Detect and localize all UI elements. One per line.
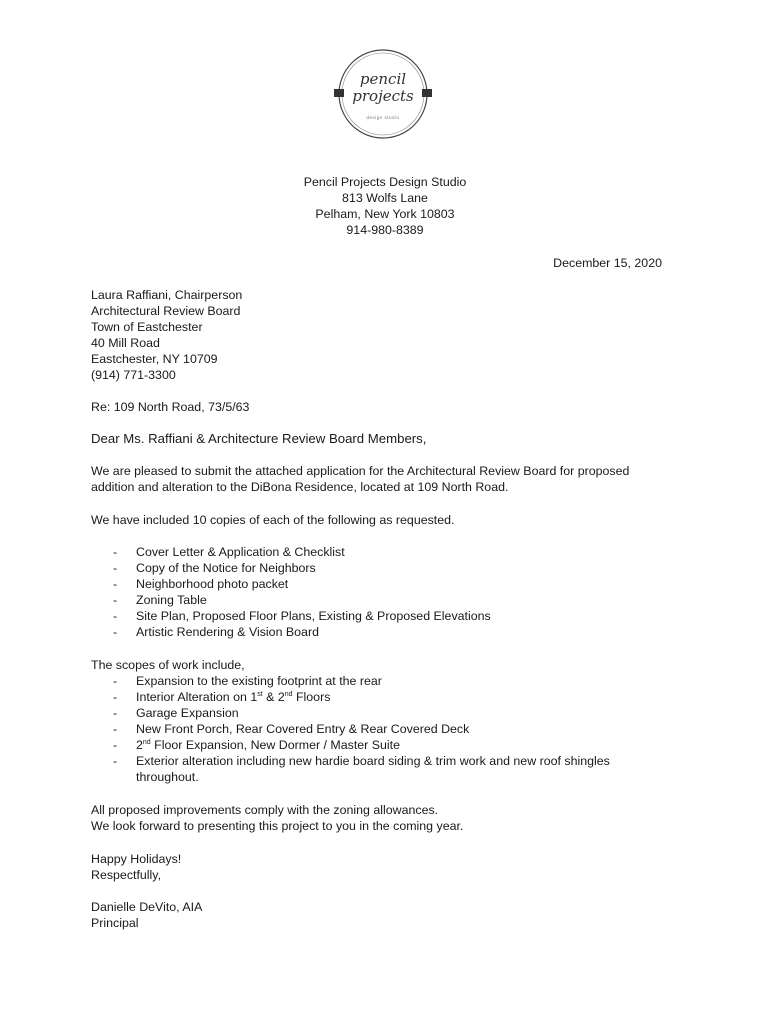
dash-bullet: - — [113, 674, 118, 688]
letterhead — [0, 174, 770, 238]
closing-statements — [91, 802, 681, 834]
recipient-street: 40 Mill Road — [91, 336, 160, 350]
holidays-line: Happy Holidays! — [91, 852, 182, 866]
company-street: 813 Wolfs Lane — [342, 191, 428, 205]
pencil-projects-logo — [331, 42, 435, 146]
list-item-text: Artistic Rendering & Vision Board — [136, 625, 319, 639]
list-item — [91, 721, 681, 737]
recipient-phone: (914) 771-3300 — [91, 368, 176, 382]
included-intro: We have included 10 copies of each of the following as requested. — [91, 513, 455, 527]
included-list — [91, 544, 681, 640]
re-line: Re: 109 North Road, 73/5/63 — [91, 400, 250, 414]
list-item — [91, 753, 681, 785]
list-item — [91, 608, 681, 624]
list-item-text: New Front Porch, Rear Covered Entry & Rear Covered Deck — [136, 722, 470, 736]
recipient-name: Laura Raffiani, Chairperson — [91, 288, 243, 302]
list-item-text: Zoning Table — [136, 593, 207, 607]
dash-bullet: - — [113, 690, 118, 704]
dash-bullet: - — [113, 706, 118, 720]
list-item-text: 2nd Floor Expansion, New Dormer / Master Suite — [136, 738, 400, 752]
company-city: Pelham, New York 10803 — [315, 207, 455, 221]
list-item-text: Expansion to the existing footprint at the rear — [136, 674, 382, 688]
list-item-text: Copy of the Notice for Neighbors — [136, 561, 316, 575]
list-item-text: Garage Expansion — [136, 706, 239, 720]
dash-bullet: - — [113, 561, 118, 575]
intro-paragraph — [91, 463, 681, 495]
intro-line: We are pleased to submit the attached application for the Architectural Review Board for proposed — [91, 464, 630, 478]
intro-line: addition and alteration to the DiBona Residence, located at 109 North Road. — [91, 480, 509, 494]
dash-bullet: - — [113, 593, 118, 607]
logo-tagline: design studio — [366, 115, 400, 120]
company-name: Pencil Projects Design Studio — [303, 175, 467, 189]
list-item — [91, 737, 681, 753]
list-item — [91, 560, 681, 576]
list-item-text: Site Plan, Proposed Floor Plans, Existing & Proposed Elevations — [136, 609, 491, 623]
list-item-text: Interior Alteration on 1st & 2nd Floors — [136, 690, 331, 704]
scopes-section — [91, 657, 681, 785]
list-item — [91, 576, 681, 592]
list-item — [91, 624, 681, 640]
respectfully-line: Respectfully, — [91, 868, 162, 882]
dash-bullet: - — [113, 738, 118, 752]
dash-bullet: - — [113, 625, 118, 639]
dash-bullet: - — [113, 609, 118, 623]
compliance-line: All proposed improvements comply with the zoning allowances. — [91, 803, 439, 817]
logo-word-pencil: pencil — [359, 70, 407, 88]
signer-title: Principal — [91, 916, 139, 930]
forward-line: We look forward to presenting this project to you in the coming year. — [91, 819, 464, 833]
company-phone: 914-980-8389 — [346, 223, 424, 237]
signoff — [91, 851, 681, 883]
list-item-text: Exterior alteration including new hardie board siding & trim work and new roof shingles throughout. — [136, 754, 610, 784]
recipient-board: Architectural Review Board — [91, 304, 241, 318]
letter-date: December 15, 2020 — [553, 256, 662, 270]
dash-bullet: - — [113, 545, 118, 559]
list-item — [91, 673, 681, 689]
dash-bullet: - — [113, 754, 118, 768]
list-item-text: Neighborhood photo packet — [136, 577, 289, 591]
logo-word-projects: projects — [352, 87, 414, 105]
scopes-intro: The scopes of work include, — [91, 658, 245, 672]
list-item — [91, 544, 681, 560]
recipient-city: Eastchester, NY 10709 — [91, 352, 218, 366]
dash-bullet: - — [113, 722, 118, 736]
salutation: Dear Ms. Raffiani & Architecture Review Board Members, — [91, 431, 427, 446]
recipient-town: Town of Eastchester — [91, 320, 203, 334]
signature-block — [91, 899, 681, 931]
list-item — [91, 592, 681, 608]
list-item-text: Cover Letter & Application & Checklist — [136, 545, 345, 559]
list-item — [91, 689, 681, 705]
list-item — [91, 705, 681, 721]
dash-bullet: - — [113, 577, 118, 591]
recipient-address — [91, 287, 681, 383]
signer-name: Danielle DeVito, AIA — [91, 900, 203, 914]
